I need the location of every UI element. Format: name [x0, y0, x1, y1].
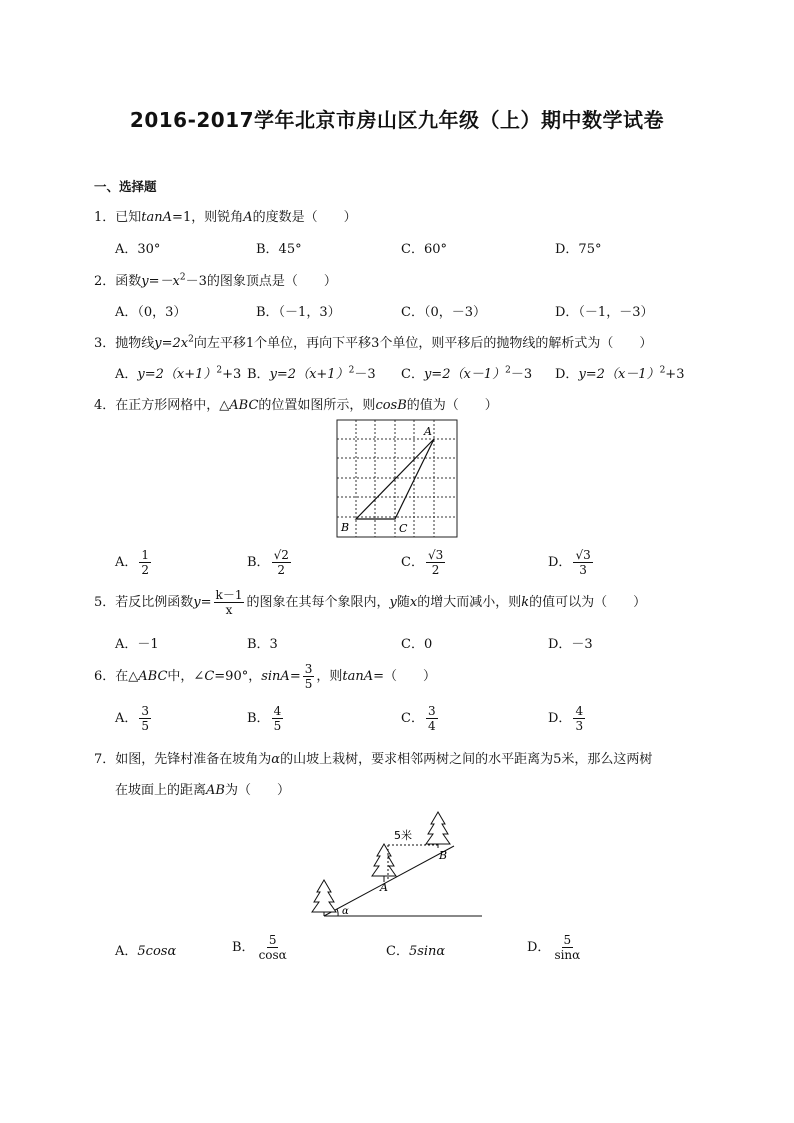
- q4-b-den: 2: [277, 563, 286, 577]
- q4-a-num: 1: [141, 548, 150, 562]
- q7-a-value: 5cosα: [137, 944, 177, 959]
- q6-a-den: 5: [141, 719, 150, 733]
- q6-c-den: 4: [427, 719, 436, 733]
- distance-label: 5米: [394, 829, 412, 842]
- q6-mid3: ，则: [316, 669, 343, 684]
- q6-frac-num: 3: [304, 662, 313, 676]
- q6-b-label: B．: [247, 711, 270, 726]
- q7-c-value: 5sinα: [408, 944, 446, 959]
- q4-d-label: D．: [548, 555, 572, 570]
- q7-number: 7．: [94, 752, 116, 767]
- q7-line2a: 在坡面上的距离: [115, 783, 207, 798]
- q1-option-c[interactable]: C．60°: [401, 242, 447, 257]
- q6-c-num: 3: [427, 704, 436, 718]
- q7-line1a: 如图，先锋村准备在坡角为: [115, 752, 272, 767]
- q2-post: －3的图象顶点是（ ）: [185, 274, 337, 289]
- question-1: [94, 206, 357, 225]
- q5-option-d[interactable]: D．－3: [548, 637, 593, 652]
- q6-frac: [303, 662, 315, 691]
- q4-a-frac: [139, 548, 151, 577]
- q1-var: A: [243, 210, 253, 225]
- q4-option-c[interactable]: [401, 548, 447, 577]
- q5-option-b[interactable]: B．3: [247, 637, 278, 652]
- q5-y: y=: [193, 595, 212, 610]
- q4-tri: ABC: [229, 398, 259, 413]
- q5-pre: 若反比例函数: [115, 595, 194, 610]
- q4-cos: cosB: [375, 398, 407, 413]
- q7-option-d[interactable]: [527, 933, 584, 962]
- q7-b-label: B．: [232, 940, 255, 955]
- q4-b-frac: [272, 548, 291, 577]
- q1-tan: tanA: [141, 210, 173, 225]
- q5-xv: x: [409, 595, 418, 610]
- q4-c-den: 2: [431, 563, 440, 577]
- page-title: 2016-2017学年北京市房山区九年级（上）期中数学试卷: [129, 108, 665, 132]
- q5-mid2: 随: [396, 595, 410, 610]
- label-c: C: [399, 522, 408, 535]
- label-a: A: [424, 425, 432, 438]
- q3-option-d[interactable]: [555, 363, 684, 382]
- q3-b-base: y=2（x+1）: [269, 367, 349, 382]
- q7-line1b: 的山坡上栽树，要求相邻两树之间的水平距离为5米，那么这两树: [280, 752, 653, 767]
- q3-a-base: y=2（x+1）: [137, 367, 217, 382]
- q3-a-exp: 2: [216, 365, 223, 376]
- question-7-line-2: [115, 779, 290, 798]
- q6-mid: 中，∠: [167, 669, 205, 684]
- q7-option-c[interactable]: [386, 940, 445, 959]
- q4-mid: 的位置如图所示，则: [258, 398, 376, 413]
- q4-b-label: B．: [247, 555, 270, 570]
- q2-option-a[interactable]: A．（0，3）: [115, 305, 187, 320]
- slope-trees-figure: [308, 808, 488, 920]
- q6-option-b[interactable]: [247, 704, 285, 733]
- q5-option-c[interactable]: C．0: [401, 637, 433, 652]
- q7-option-a[interactable]: [115, 940, 176, 959]
- q3-b-tail: －3: [354, 367, 376, 382]
- q2-option-b[interactable]: B．（－1，3）: [256, 305, 341, 320]
- q5-mid3: 的增大而减小，则: [417, 595, 522, 610]
- q7-b-num: 5: [268, 933, 277, 947]
- q4-c-num: [426, 548, 445, 563]
- q6-c-label: C．: [401, 711, 424, 726]
- q2-option-d[interactable]: D．（－1，－3）: [555, 305, 654, 320]
- q1-number: 1．: [94, 210, 116, 225]
- q7-ab: AB: [206, 783, 225, 798]
- q4-b-root: √: [273, 548, 282, 562]
- point-b-label: B: [439, 849, 448, 862]
- q6-c-frac: [426, 704, 438, 733]
- q5-number: 5．: [94, 595, 116, 610]
- q7-c-label: C．: [386, 944, 409, 959]
- section-heading: 一、选择题: [94, 179, 157, 194]
- question-5: [94, 588, 646, 617]
- q5-frac-den: x: [225, 603, 233, 617]
- q6-tan: tanA: [342, 669, 374, 684]
- q2-number: 2．: [94, 274, 116, 289]
- q3-option-c[interactable]: [401, 363, 532, 382]
- q7-option-b[interactable]: [232, 933, 291, 962]
- q3-post: 向左平移1个单位，再向下平移3个单位，则平移后的抛物线的解析式为（ ）: [193, 336, 653, 351]
- q4-b-rad: 2: [281, 548, 289, 562]
- angle-arc: [337, 909, 338, 916]
- q5-kv: k: [521, 595, 530, 610]
- q6-option-d[interactable]: [548, 704, 587, 733]
- q3-a-label: A．: [115, 367, 138, 382]
- q5-frac-num: k－1: [215, 588, 243, 602]
- q6-eq: =: [289, 669, 301, 684]
- q5-post: 的值可以为（ ）: [529, 595, 647, 610]
- q1-mid: =1，则锐角: [172, 210, 244, 225]
- q4-d-den: 3: [579, 563, 587, 577]
- q4-d-root: √: [575, 548, 584, 562]
- q3-c-tail: －3: [510, 367, 533, 382]
- q3-d-exp: 2: [659, 365, 666, 376]
- question-7-line-1: [94, 748, 652, 767]
- grid-triangle-figure: [336, 418, 460, 540]
- q5-yv: y: [389, 595, 397, 610]
- q7-b-den: cosα: [258, 948, 287, 962]
- q6-number: 6．: [94, 669, 116, 684]
- q3-pre: 抛物线: [115, 336, 155, 351]
- alpha-label: α: [342, 906, 349, 917]
- q4-option-d[interactable]: [548, 548, 595, 577]
- q3-c-label: C．: [401, 367, 424, 382]
- q6-mid2: =90°，: [214, 669, 262, 684]
- q6-tri: ABC: [138, 669, 168, 684]
- q2-option-c[interactable]: C．（0，－3）: [401, 305, 486, 320]
- q3-b-exp: 2: [348, 365, 355, 376]
- q6-option-c[interactable]: [401, 704, 440, 733]
- q5-frac: [214, 588, 245, 617]
- q7-d-label: D．: [527, 940, 551, 955]
- q6-d-label: D．: [548, 711, 572, 726]
- q3-c-exp: 2: [505, 365, 511, 376]
- q4-option-b[interactable]: [247, 548, 293, 577]
- question-2: [94, 270, 337, 289]
- label-b: B: [341, 521, 350, 534]
- q6-a-frac: [139, 704, 151, 733]
- q3-c-base: y=2（x－1）: [423, 367, 506, 382]
- q4-c-rad: 3: [435, 548, 444, 562]
- q4-pre: 在正方形网格中，△: [115, 398, 230, 413]
- q2-pre: 函数: [115, 274, 142, 289]
- q6-a-label: A．: [115, 711, 138, 726]
- point-a-label: A: [380, 881, 388, 894]
- q3-exp: 2: [188, 334, 194, 345]
- q3-d-tail: +3: [665, 367, 685, 382]
- q2-exp: 2: [179, 272, 186, 283]
- q6-d-num: 4: [575, 704, 584, 718]
- q4-a-label: A．: [115, 555, 138, 570]
- q7-d-frac: [552, 933, 582, 962]
- q4-c-label: C．: [401, 555, 424, 570]
- q4-d-frac: [573, 548, 592, 577]
- q7-d-num: 5: [563, 933, 572, 947]
- q3-b-label: B．: [247, 367, 270, 382]
- tree-icon: [312, 880, 336, 916]
- q6-frac-den: 5: [304, 677, 313, 691]
- tree-icon: [372, 844, 396, 882]
- q6-b-den: 5: [273, 719, 282, 733]
- q6-a-num: 3: [141, 704, 150, 718]
- q6-d-den: 3: [575, 719, 584, 733]
- q3-number: 3．: [94, 336, 116, 351]
- q7-line2b: 为（ ）: [224, 783, 290, 798]
- q1-pre: 已知: [115, 210, 142, 225]
- q4-c-root: √: [427, 548, 436, 562]
- q6-b-num: 4: [273, 704, 282, 718]
- q4-number: 4．: [94, 398, 116, 413]
- q1-post: 的度数是（ ）: [252, 210, 357, 225]
- tree-icon: [426, 812, 450, 848]
- q2-expr: y=－x: [141, 274, 180, 289]
- q5-option-a[interactable]: A．－1: [115, 637, 159, 652]
- q4-post: 的值为（ ）: [406, 398, 498, 413]
- q6-option-a[interactable]: [115, 704, 153, 733]
- q4-d-rad: 3: [583, 548, 591, 562]
- q1-option-a[interactable]: A．30°: [115, 242, 161, 257]
- q3-expr: y=2x: [154, 336, 189, 351]
- q3-option-b[interactable]: [247, 363, 376, 382]
- q4-b-num: [272, 548, 291, 563]
- q3-option-a[interactable]: [115, 363, 241, 382]
- q3-d-base: y=2（x－1）: [578, 367, 660, 382]
- q6-c: C: [204, 669, 215, 684]
- question-6: [94, 662, 436, 691]
- triangle-abc: [356, 439, 434, 519]
- q4-option-a[interactable]: [115, 548, 153, 577]
- q7-alpha: α: [271, 752, 281, 767]
- q7-b-frac: [257, 933, 289, 962]
- q7-a-label: A．: [115, 944, 138, 959]
- q5-mid: 的图象在其每个象限内，: [246, 595, 390, 610]
- q6-d-frac: [573, 704, 585, 733]
- q6-post: =（ ）: [373, 669, 437, 684]
- q3-a-tail: +3: [222, 367, 242, 382]
- q6-pre: 在△: [115, 669, 139, 684]
- q6-b-frac: [272, 704, 284, 733]
- q1-option-b[interactable]: B．45°: [256, 242, 302, 257]
- q3-d-label: D．: [555, 367, 579, 382]
- question-3: [94, 332, 652, 351]
- q4-d-num: [573, 548, 592, 563]
- q7-d-den: sinα: [554, 948, 581, 962]
- q1-option-d[interactable]: D．75°: [555, 242, 602, 257]
- q4-a-den: 2: [141, 563, 150, 577]
- q4-c-frac: [426, 548, 445, 577]
- q6-sin: sinA: [261, 669, 290, 684]
- question-4: [94, 394, 498, 413]
